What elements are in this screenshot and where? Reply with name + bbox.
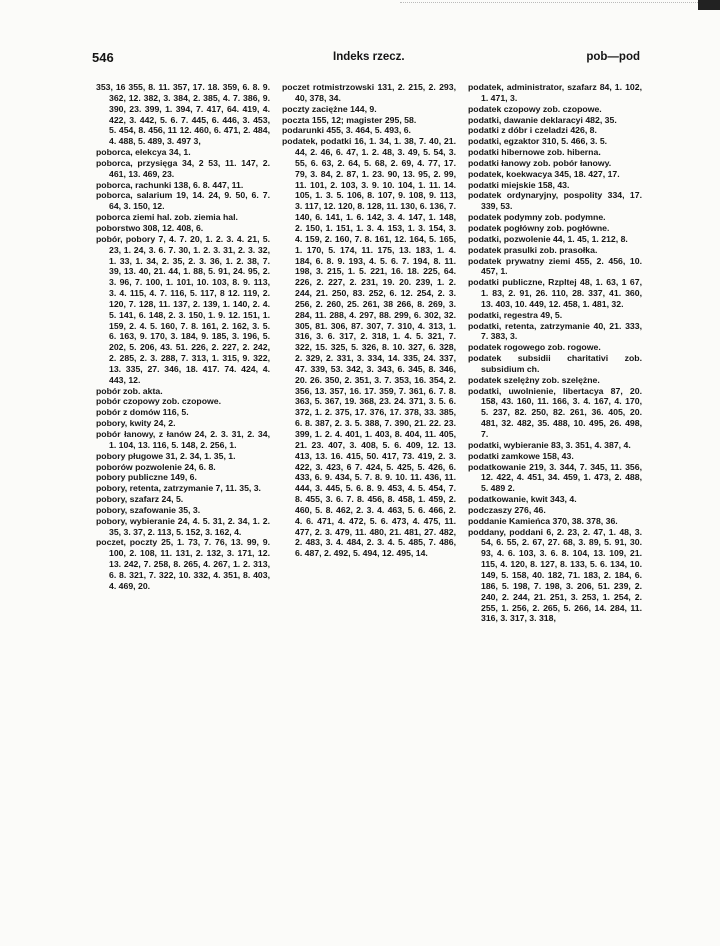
index-entry: poborca, salarium 19, 14. 24, 9. 50, 6. 7. 64, 3. 150, 12. [96, 190, 270, 212]
index-entry: podczaszy 276, 46. [468, 504, 546, 515]
index-entry: poczta 155, 12; magister 295, 58. [282, 114, 417, 125]
index-entry: 353, 16 355, 8. 11. 357, 17. 18. 359, 6. 8. 9. 362, 12. 382, 3. 384, 2. 385, 4. 7. 386, 9. 390, 23. 399, 1. 394, 7. 417, 64. 419, 4. 422, 3. 442, 5. 6. 7. 445, 6. 446, 3. 453, 5. 454, 8. 456, 11 12. 460, 6. 471, 2. 484, 4. 488, 5. 489, 3. 497 3, [96, 82, 270, 147]
index-entry: pobory pługowe 31, 2. 34, 1. 35, 1. [96, 450, 236, 461]
index-entry: podarunki 455, 3. 464, 5. 493, 6. [282, 125, 411, 136]
index-entry: poborstwo 308, 12. 408, 6. [96, 222, 204, 233]
index-entry: podatek podymny zob. podymne. [468, 212, 606, 223]
index-column-1 [96, 82, 270, 592]
index-entry: podatki hibernowe zob. hiberna. [468, 147, 601, 158]
index-entry: podatki miejskie 158, 43. [468, 179, 570, 190]
entry-range: pob—pod [586, 51, 640, 63]
index-entry: podatkowanie 219, 3. 344, 7. 345, 11. 356, 12. 422, 4. 451, 34. 459, 1. 473, 2. 488, 5. 489 2. [468, 461, 642, 494]
index-entry: podatki, regestra 49, 5. [468, 309, 563, 320]
index-entry: podatek subsidii charitativi zob. subsidium ch. [468, 353, 642, 374]
page-number: 546 [92, 50, 114, 65]
index-entry: podatek, administrator, szafarz 84, 1. 102, 1. 471, 3. [468, 82, 642, 103]
index-entry: poczet rotmistrzowski 131, 2. 215, 2. 293, 40, 378, 34. [282, 82, 456, 103]
index-entry: poborca, rachunki 138, 6. 8. 447, 11. [96, 179, 244, 190]
index-entry: poddany, poddani 6, 2. 23, 2. 47, 1. 48, 3. 54, 6. 55, 2. 67, 27. 68, 3. 89, 5. 91, 30. 93, 4. 6. 103, 3. 6. 8. 104, 13. 109, 21. 115, 4. 120, 8. 127, 8. 133, 5. 6. 134, 10. 149, 5. 158, 40. 182, 71. 183, 2. 184, 6. 186, 5. 198, 7. 198, 3. 206, 51. 239, 2. 240, 2. 244, 21. 251, 3. 253, 1. 254, 2. 255, 1. 256, 2. 265, 5. 266, 14. 284, 11. 316, 3. 317, 3. 318, [468, 526, 642, 624]
index-entry: podatki z dóbr i czeladzi 426, 8. [468, 125, 597, 136]
index-entry: pobory publiczne 149, 6. [96, 472, 197, 483]
index-entry: pobór z domów 116, 5. [96, 407, 189, 418]
index-column-3 [468, 82, 642, 624]
index-entry: poczet, poczty 25, 1. 73, 7. 76, 13. 99, 9. 100, 2. 108, 11. 131, 2. 132, 3. 171, 12. 13. 242, 7. 258, 8. 265, 4. 267, 1. 2. 313, 6. 8. 321, 7. 322, 10. 332, 4. 351, 8. 403, 4. 469, 20. [96, 537, 270, 591]
index-entry: podatek, podatki 16, 1. 34, 1. 38, 7. 40, 21. 44, 2. 46, 6. 47, 1. 2. 48, 3. 49, 5. 54, 3. 55, 6. 63, 2. 64, 5. 68, 2. 69, 4. 77, 17. 79, 3. 84, 2. 87, 1. 23. 90, 13. 95, 2. 99, 11. 101, 2. 103, 3. 9. 10. 104, 1. 11. 14. 105, 1. 3. 5. 106, 8. 107, 9. 108, 9. 113, 3. 117, 12. 120, 8. 128, 11. 130, 6. 136, 7. 140, 6. 141, 1. 6. 142, 3. 4. 147, 1. 148, 2. 150, 1. 151, 1. 3. 4. 153, 1. 3. 154, 3. 4. 159, 2. 160, 7. 8. 161, 12. 164, 5. 165, 1. 170, 5. 174, 11. 175, 13. 183, 1. 4. 184, 6. 8. 9. 193, 4. 5. 6. 7. 194, 8. 11. 198, 3. 215, 1. 5. 221, 16. 18. 225, 64. 226, 2. 227, 2. 231, 19. 20. 239, 1. 2. 244, 21. 250, 83. 252, 6. 12. 254, 2. 3. 256, 2. 260, 25. 261, 38 266, 8. 269, 3. 284, 11. 288, 4. 297, 88. 299, 6. 302, 32. 305, 81. 306, 87. 307, 7. 310, 4. 313, 1. 316, 3. 6. 317, 2. 318, 1. 4. 5. 321, 7. 322, 15. 325, 5. 326, 8. 10. 327, 6. 328, 2. 329, 2. 331, 3. 334, 14. 335, 24. 337, 47. 339, 53. 342, 3. 343, 6. 345, 8. 346, 20. 26. 350, 2. 351, 3. 7. 353, 16. 354, 2. 356, 13. 357, 16. 17. 359, 7. 361, 6. 7. 8. 363, 5. 367, 19. 368, 23. 24. 371, 3. 5. 6. 372, 1. 2. 375, 17. 376, 17. 378, 33. 385, 6. 8. 387, 2. 3. 5. 388, 7. 390, 21. 22. 23. 399, 1. 2. 4. 401, 1. 403, 8. 404, 11. 405, 21. 23. 407, 3. 408, 5. 6. 409, 12. 13. 413, 13. 16. 415, 50. 417, 73. 419, 2. 3. 422, 3. 423, 6 7. 424, 5. 425, 5. 426, 6. 433, 6. 9. 434, 5. 7. 8. 9. 10. 11. 436, 11. 444, 3. 445, 5. 6. 8. 9. 453, 4. 5. 454, 7. 8. 455, 3. 6. 7. 8. 456, 8. 458, 1. 459, 2. 460, 5. 8. 462, 2. 3. 4. 463, 5. 6. 466, 2. 4. 6. 471, 4. 472, 5. 6. 473, 4. 475, 11. 477, 2. 3. 479, 11. 480, 21. 481, 27. 482, 2. 483, 3. 4. 484, 2. 3. 4. 5. 485, 7. 486, 6. 487, 2. 492, 5. 494, 12. 495, 14. [282, 136, 456, 559]
index-entry: pobory, szafowanie 35, 3. [96, 504, 201, 515]
page-header [92, 50, 640, 70]
index-entry: pobory, wybieranie 24, 4. 5. 31, 2. 34, 1. 2. 35, 3. 37, 2. 113, 5. 152, 3. 162, 4. [96, 515, 270, 537]
index-entry: pobór czopowy zob. czopowe. [96, 396, 222, 407]
index-entry: pobory, kwity 24, 2. [96, 418, 176, 429]
index-entry: pobór łanowy, z łanów 24, 2. 3. 31, 2. 34, 1. 104, 13. 116, 5. 148, 2. 256, 1. [96, 429, 270, 450]
top-edge-rule [400, 2, 700, 4]
index-entry: podatek czopowy zob. czopowe. [468, 103, 602, 114]
index-entry: podatki łanowy zob. pobór łanowy. [468, 157, 612, 168]
index-entry: podatki publiczne, Rzpltej 48, 1. 63, 1 67, 1. 83, 2. 91, 26. 110, 28. 337, 41. 360, 13. 403, 10. 449, 12. 458, 1. 481, 32. [468, 277, 642, 309]
index-entry: podatek szelężny zob. szelężne. [468, 374, 600, 385]
index-entry: poborca, przysięga 34, 2 53, 11. 147, 2. 461, 13. 469, 23. [96, 157, 270, 179]
index-entry: podatki, retenta, zatrzymanie 40, 21. 333, 7. 383, 3. [468, 320, 642, 342]
running-title: Indeks rzecz. [333, 51, 405, 63]
index-entry: pobór zob. akta. [96, 385, 163, 396]
index-entry: podatki, uwolnienie, libertacya 87, 20. 158, 43. 160, 11. 166, 3. 4. 167, 4. 170, 5. 237, 82. 250, 82. 261, 36. 405, 20. 481, 32. 482, 35. 488, 10. 495, 26. 498, 7. [468, 385, 642, 439]
index-entry: podatkowanie, kwit 343, 4. [468, 494, 577, 505]
index-entry: podatek prasulki zob. prasołka. [468, 244, 598, 255]
index-entry: podatki, egzaktor 310, 5. 466, 3. 5. [468, 136, 608, 147]
index-entry: pobór, pobory 7, 4. 7. 20, 1. 2. 3. 4. 21, 5. 23, 1. 24, 3. 6. 7. 30, 1. 2. 3. 31, 2. 3. 32, 1. 33, 1. 34, 2. 35, 2. 3. 36, 1. 2. 38, 7. 39, 13. 40, 21. 44, 1. 88, 5. 91, 24. 95, 2. 3. 96, 7. 100, 1. 101, 10. 103, 8. 9. 113, 3. 4. 115, 4. 7. 116, 5. 117, 8 12. 119, 2. 120, 7. 128, 11. 137, 2. 139, 1. 140, 2. 4. 5. 141, 6. 148, 2. 3. 150, 1. 9. 12. 151, 1. 159, 2. 4. 5. 160, 7. 8. 161, 2. 162, 3. 5. 6. 163, 9. 170, 3. 184, 9. 185, 3. 196, 5. 202, 5. 206, 43. 51. 226, 2. 227, 2. 242, 2. 285, 2. 3. 288, 7. 313, 1. 315, 9. 322, 13. 335, 27. 346, 18. 417. 74. 424, 4. 443, 12. [96, 233, 270, 385]
scan-corner-mark [698, 0, 720, 10]
index-entry: podatek pogłówny zob. pogłówne. [468, 222, 610, 233]
index-entry: podatek ordynaryjny, pospolity 334, 17. 339, 53. [468, 190, 642, 212]
index-entry: poczty zaciężne 144, 9. [282, 103, 377, 114]
index-column-2 [282, 82, 456, 559]
index-entry: podatki zamkowe 158, 43. [468, 450, 574, 461]
index-entry: poddanie Kamieńca 370, 38. 378, 36. [468, 515, 618, 526]
index-entry: poborca, elekcya 34, 1. [96, 147, 191, 158]
index-entry: podatek rogowego zob. rogowe. [468, 342, 601, 353]
index-columns [96, 82, 641, 912]
index-entry: poborca ziemi hal. zob. ziemia hal. [96, 212, 238, 223]
index-entry: podatek, koekwacya 345, 18. 427, 17. [468, 168, 620, 179]
index-entry: podatki, wybieranie 83, 3. 351, 4. 387, 4. [468, 439, 631, 450]
index-entry: podatek prywatny ziemi 455, 2. 456, 10. 457, 1. [468, 255, 642, 277]
index-entry: pobory, retenta, zatrzymanie 7, 11. 35, 3. [96, 483, 261, 494]
index-entry: poborów pozwolenie 24, 6. 8. [96, 461, 216, 472]
index-entry: podatki, dawanie deklaracyi 482, 35. [468, 114, 617, 125]
index-entry: pobory, szafarz 24, 5. [96, 494, 184, 505]
index-entry: podatki, pozwolenie 44, 1. 45, 1. 212, 8. [468, 233, 628, 244]
